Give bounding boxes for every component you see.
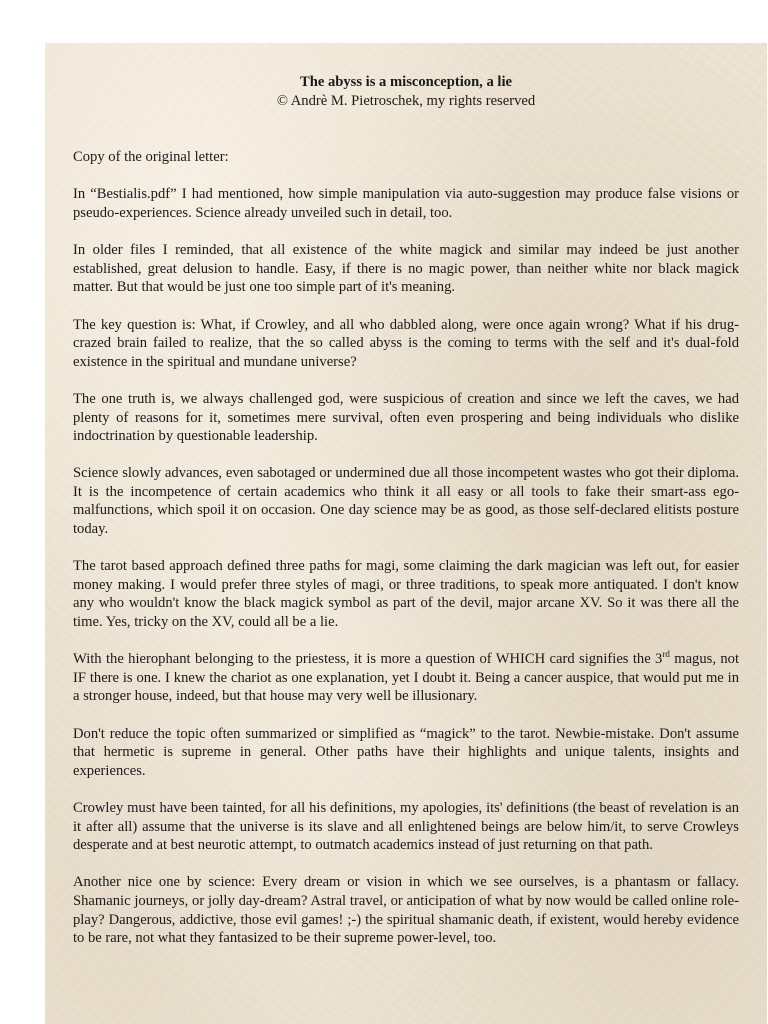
paragraph-white-magick: In older files I reminded, that all existence of the white magick and similar may indeed be just another established, great delusion to handle. Easy, if there is no magic power, than neither white nor black magick matter. But that would be just one too simple part of it's meaning. [73, 242, 739, 296]
hierophant-text-end: magus, not IF there is one. I knew the chariot as one explanation, yet I doubt it. Being a cancer auspice, that would put me in a stronger house, indeed, but that house may very well be illusionary. [73, 651, 739, 705]
paragraph-magick-tarot: Don't reduce the topic often summarized or simplified as “magick” to the tarot. Newbie-mistake. Don't assume that hermetic is supreme in general. Other paths have their highlights and unique talents, insights and experiences. [73, 725, 739, 779]
paragraph-key-question: The key question is: What, if Crowley, and all who dabbled along, were once again wrong? What if his drug-crazed brain failed to realize, that the so called abyss is the coming to terms with the self and it's dual-fold existence in the spiritual and mundane universe? [73, 316, 739, 370]
document-title: The abyss is a misconception, a lie [299, 74, 513, 90]
intro-line: Copy of the original letter: [73, 149, 229, 166]
copyright-line: © Andrè M. Pietroschek, my rights reserved [276, 92, 536, 109]
document-body [73, 73, 739, 966]
paragraph-bestialis: In “Bestialis.pdf” I had mentioned, how simple manipulation via auto-suggestion may produce false visions or pseudo-experiences. Science already unveiled such in detail, too. [73, 186, 739, 221]
paragraph-dream-vision: Another nice one by science: Every dream or vision in which we see ourselves, is a phantasm or fallacy. Shamanic journeys, or jolly day-dream? Astral travel, or anticipation of what by now would be called online role-play? Dangerous, addictive, those evil games! ;-) the spiritual shamanic death, if existent, would hereby evidence to be rare, not what they fantasized to be their supreme power-level, too. [73, 874, 739, 947]
hierophant-text-start: With the hierophant belonging to the priestess, it is more a question of WHICH card signifies the 3 [73, 651, 663, 668]
paragraph-science: Science slowly advances, even sabotaged or undermined due all those incompetent wastes who got their diploma. It is the incompetence of certain academics who think it all easy or all tools to fake their smart-ass ego-malfunctions, which spoil it on occasion. One day science may be as good, as those self-declared elitists posture today. [73, 465, 739, 538]
paragraph-hierophant [73, 650, 739, 706]
paragraph-tarot: The tarot based approach defined three paths for magi, some claiming the dark magician was left out, for easier money making. I would prefer three styles of magi, or three traditions, to speak more antiquated. I don't know any who wouldn't know the black magick symbol as part of the devil, major arcane XV. So it was there all the time. Yes, tricky on the XV, could all be a lie. [73, 558, 739, 631]
paragraph-crowley: Crowley must have been tainted, for all his definitions, my apologies, its' definitions (the beast of revelation is an it after all) assume that the universe is its slave and all enlightened beings are below him/it, to serve Crowleys desperate and at best neurotic attempt, to outmatch academics instead of just returning on that path. [73, 799, 739, 854]
ordinal-superscript: rd [662, 649, 670, 660]
document-page [45, 43, 767, 1024]
paragraph-one-truth: The one truth is, we always challenged god, were suspicious of creation and since we left the caves, we had plenty of reasons for it, sometimes mere survival, often even prospering and being individuals who dislike indoctrination by questionable leadership. [73, 390, 739, 445]
